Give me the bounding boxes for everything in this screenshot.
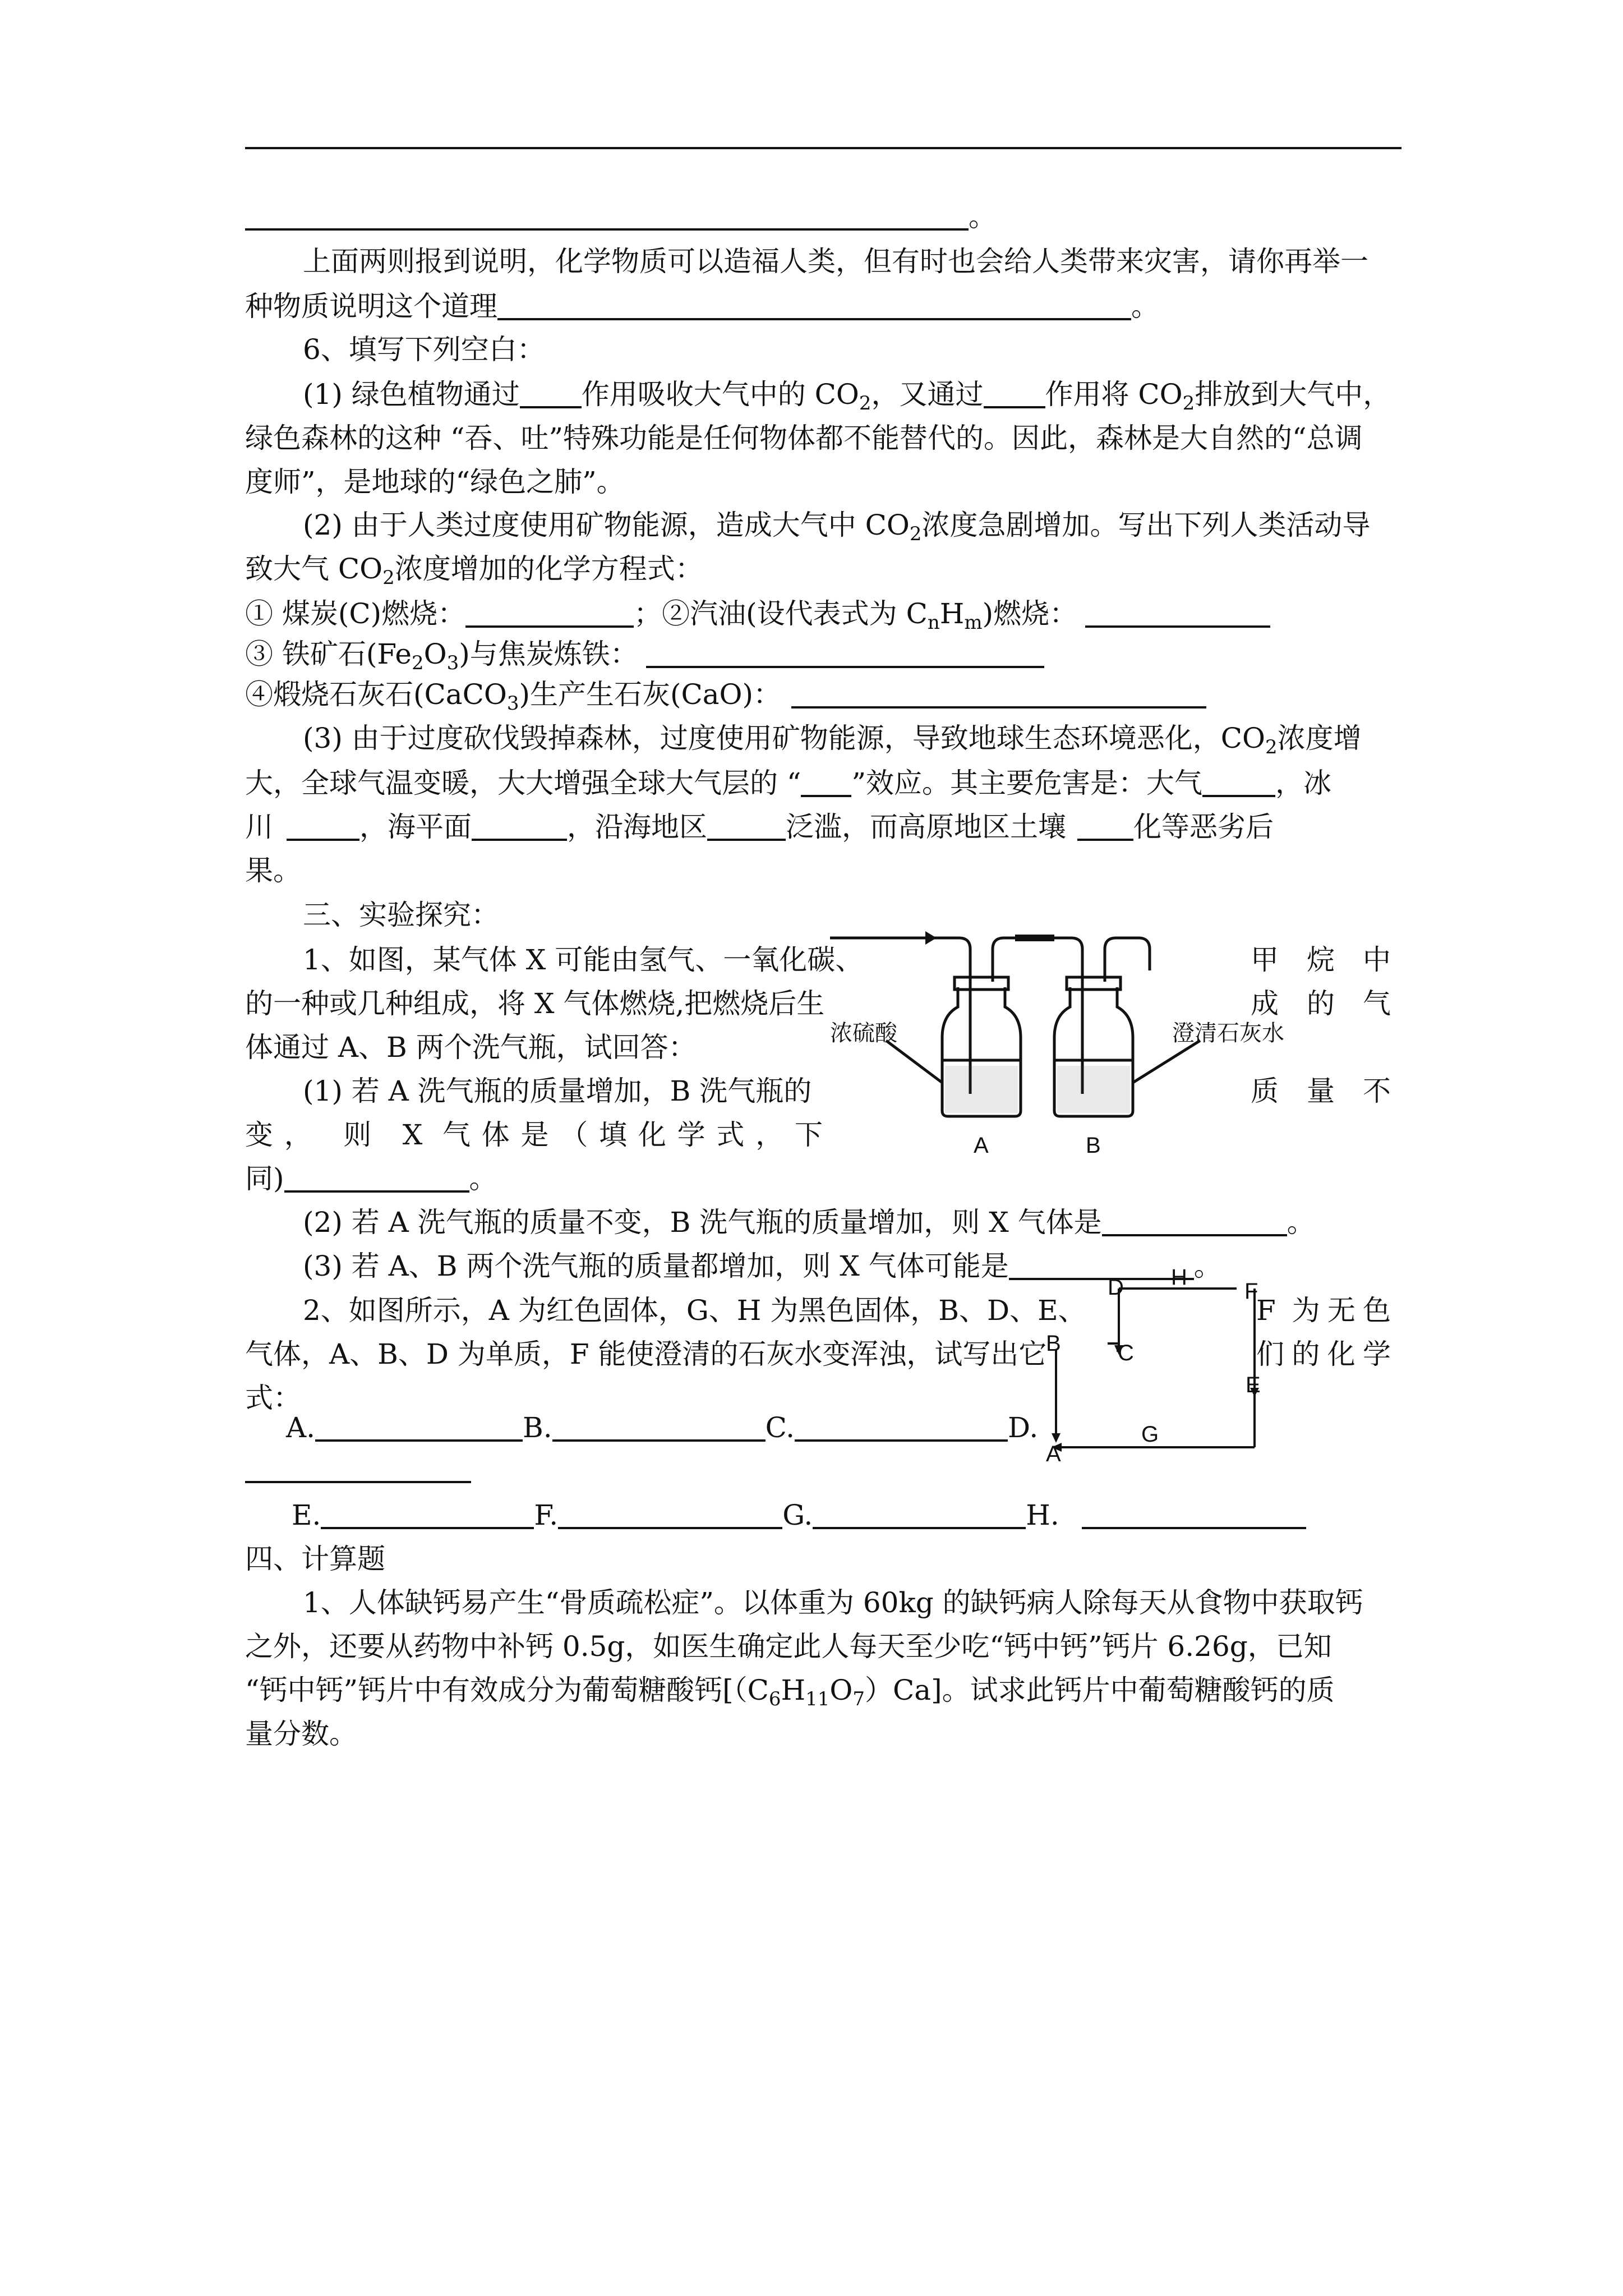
blank[interactable] bbox=[984, 378, 1045, 408]
blank[interactable] bbox=[646, 638, 1044, 668]
blank-c[interactable] bbox=[795, 1411, 1008, 1442]
node-g: G bbox=[1141, 1422, 1159, 1447]
blank[interactable] bbox=[284, 1162, 469, 1193]
bottle-b-liquid bbox=[1057, 1066, 1130, 1113]
q6-2-row1: ① 煤炭(C)燃烧： ；②汽油(设代表式为 $C_nH_m$)燃烧： bbox=[245, 596, 1270, 631]
inlet-arrow-head bbox=[925, 931, 937, 945]
node-c: C bbox=[1118, 1341, 1134, 1365]
q6-1-line1: (1) 绿色植物通过 作用吸收大气中的 $CO_2$，又通过 作用将 $CO_2$排放到大气中， bbox=[303, 378, 1391, 415]
sec3-q1-part3: (3) 若 A、B 两个洗气瓶的质量都增加，则 X 气体可能是 。 bbox=[303, 1250, 1222, 1282]
blank[interactable] bbox=[791, 678, 1206, 708]
q6-3-line3: 川 ，海平面 ，沿海地区 泛滥，而高原地区土壤 化等恶劣后 bbox=[245, 811, 1274, 843]
sec3-q1-line1-right: 甲烷中 bbox=[1251, 944, 1391, 976]
blank-h[interactable] bbox=[1082, 1499, 1306, 1529]
harm-paragraph-line1: 上面两则报到说明，化学物质可以造福人类，但有时也会给人类带来灾害，请你再举一 bbox=[303, 245, 1368, 278]
blank-e[interactable] bbox=[321, 1499, 534, 1529]
sec3-q1-line4: (1) 若 A 洗气瓶的质量增加，B 洗气瓶的 bbox=[303, 1075, 812, 1107]
blank[interactable] bbox=[707, 811, 786, 841]
blank[interactable] bbox=[1102, 1206, 1287, 1236]
sec3-q1-line4-right: 质量不 bbox=[1251, 1075, 1391, 1107]
blank[interactable] bbox=[1202, 767, 1275, 797]
sec3-q1-line3: 体通过 A、B 两个洗气瓶，试回答： bbox=[245, 1031, 697, 1064]
header-rule bbox=[245, 147, 1401, 149]
sec4-q1-line3: “钙中钙”钙片中有效成分为葡萄糖酸钙$[(C_6H_{11}O_7)Ca]$。试求此钙片中葡萄糖酸钙的质 bbox=[245, 1674, 1335, 1710]
blank[interactable] bbox=[497, 290, 1131, 320]
sec3-q1-line6: 同) 。 bbox=[245, 1162, 497, 1195]
conversion-diagram bbox=[1035, 1262, 1270, 1464]
outlet-tube bbox=[1105, 938, 1150, 982]
blank[interactable] bbox=[245, 200, 969, 231]
blank-a[interactable] bbox=[315, 1411, 523, 1442]
q6-2-line1: (2) 由于人类过度使用矿物能源，造成大气中 $CO_2$浓度急剧增加。写出下列人类活动导 bbox=[303, 509, 1371, 545]
sec3-q2-line3: 式： bbox=[245, 1382, 301, 1414]
sec3-q1-line5: 变， 则 X 气体是（填化学式，下 bbox=[245, 1119, 823, 1151]
q6-title: 6、填写下列空白： bbox=[303, 333, 545, 366]
node-d: D bbox=[1108, 1275, 1124, 1300]
answer-line-previous: 。 bbox=[245, 199, 997, 234]
blank[interactable] bbox=[520, 378, 582, 408]
answer-row-2: E. F. G. H. bbox=[292, 1498, 1306, 1533]
q6-1-line3: 度师”，是地球的“绿色之肺”。 bbox=[245, 466, 625, 498]
node-a: A bbox=[1046, 1442, 1061, 1466]
q6-3-line1: (3) 由于过度砍伐毁掉森林，过度使用矿物能源，导致地球生态环境恶化，$CO_2$浓度增 bbox=[303, 722, 1362, 758]
sec4-q1-line2: 之外，还要从药物中补钙 0.5g，如医生确定此人每天至少吃“钙中钙”钙片 6.26g，已知 bbox=[245, 1630, 1332, 1663]
label-limewater: 澄清石灰水 bbox=[1172, 1021, 1284, 1046]
sec4-q1-line1: 1、人体缺钙易产生“骨质疏松症”。以体重为 60kg 的缺钙病人除每天从食物中获取钙 bbox=[303, 1586, 1363, 1619]
bottle-a-stopper bbox=[955, 977, 1008, 990]
sec3-q2-line1-right: F 为无色 bbox=[1256, 1294, 1391, 1327]
node-h: H bbox=[1171, 1265, 1187, 1290]
blank[interactable] bbox=[465, 597, 634, 628]
label-concentrated-sulfuric-acid: 浓硫酸 bbox=[830, 1021, 897, 1046]
blank[interactable] bbox=[287, 811, 359, 841]
blank[interactable] bbox=[472, 811, 567, 841]
bottle-a-liquid bbox=[945, 1066, 1018, 1113]
leader-line-b bbox=[1133, 1041, 1200, 1083]
node-f: F bbox=[1244, 1279, 1258, 1304]
q6-3-line2: 大，全球气温变暖，大大增强全球大气层的 “ ”效应。其主要危害是：大气 ，冰 bbox=[245, 767, 1332, 799]
blank-f[interactable] bbox=[558, 1499, 782, 1529]
sec3-q2-line1: 2、如图所示，A 为红色固体，G、H 为黑色固体，B、D、E、 bbox=[303, 1294, 1086, 1327]
sec3-q1-line2: 的一种或几种组成，将 X 气体燃烧,把燃烧后生 bbox=[245, 987, 825, 1020]
q6-2-line2: 致大气 $CO_2$浓度增加的化学方程式： bbox=[245, 553, 703, 589]
sec3-q1-line2-right: 成的气 bbox=[1251, 987, 1391, 1020]
gas-washing-bottles-figure bbox=[830, 926, 1284, 1161]
sec3-q2-line2: 气体，A、B、D 为单质，F 能使澄清的石灰水变浑浊，试写出它 bbox=[245, 1338, 1047, 1370]
sec3-q2-line2-right: 们的化学 bbox=[1256, 1338, 1391, 1370]
leader-line-a bbox=[886, 1041, 942, 1083]
rubber-joint bbox=[1015, 935, 1054, 941]
q6-3-line4: 果。 bbox=[245, 854, 301, 887]
q6-2-row3: ④煅烧石灰石(CaCO$_3$)生产生石灰(CaO)： bbox=[245, 677, 1206, 712]
sec3-q1-part2: (2) 若 A 洗气瓶的质量不变，B 洗气瓶的质量增加，则 X 气体是 。 bbox=[303, 1206, 1315, 1239]
bottle-b-stopper bbox=[1067, 977, 1121, 990]
blank-b[interactable] bbox=[552, 1411, 766, 1442]
node-b: B bbox=[1046, 1331, 1061, 1356]
blank[interactable] bbox=[1077, 811, 1133, 841]
label-bottle-b: B bbox=[1086, 1133, 1101, 1158]
q6-1-line2: 绿色森林的这种 “吞、吐”特殊功能是任何物体都不能替代的。因此，森林是大自然的“总调 bbox=[245, 422, 1363, 454]
harm-paragraph-line2: 种物质说明这个道理 。 bbox=[245, 290, 1159, 323]
sec4-title: 四、计算题 bbox=[245, 1543, 385, 1575]
answer-row-1: A. B. C. D. bbox=[286, 1411, 1039, 1444]
blank[interactable] bbox=[1085, 597, 1270, 628]
sec3-title: 三、实验探究： bbox=[303, 899, 499, 931]
sec4-q1-line4: 量分数。 bbox=[245, 1718, 357, 1750]
node-e: E bbox=[1246, 1373, 1261, 1397]
label-bottle-a: A bbox=[974, 1133, 989, 1158]
sec3-q1-line1: 1、如图，某气体 X 可能由氢气、一氧化碳、 bbox=[303, 944, 864, 976]
blank-g[interactable] bbox=[813, 1499, 1026, 1529]
blank[interactable] bbox=[801, 767, 851, 797]
blank-d[interactable] bbox=[245, 1481, 471, 1483]
q6-2-row2: ③ 铁矿石$(Fe_2O_3)$与焦炭炼铁： bbox=[245, 637, 1044, 671]
